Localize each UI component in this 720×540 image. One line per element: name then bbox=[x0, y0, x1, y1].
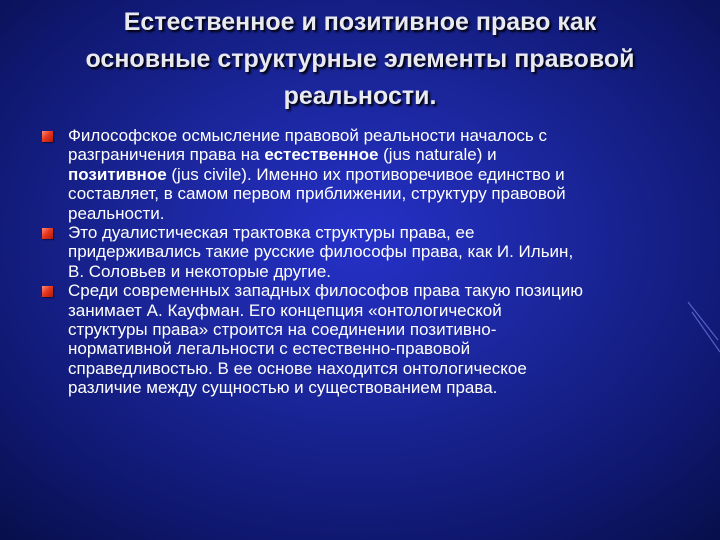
bullet-text-line: Философское осмысление правовой реальности началось с bbox=[68, 126, 548, 145]
bullet-text-line: разграничения права на естественное (jus naturale) и bbox=[68, 145, 497, 165]
bullet-text-line: составляет, в самом первом приближении, структуру правовой bbox=[68, 184, 566, 204]
bullet-item-kaufmann bbox=[38, 281, 698, 397]
slide-title bbox=[20, 4, 700, 115]
bullet-list bbox=[38, 126, 698, 398]
slide-title-line: Естественное и позитивное право как bbox=[123, 8, 597, 36]
bullet-text-line: Среди современных западных философов права такую позицию bbox=[68, 281, 583, 301]
bullet-text-line: придерживались такие русские философы права, как И. Ильин, bbox=[68, 242, 574, 262]
bullet-item-dualistic bbox=[38, 223, 698, 281]
bullet-text-line: реальности. bbox=[68, 203, 165, 223]
bullet-text-line: занимает А. Кауфман. Его концепция «онтологической bbox=[68, 300, 502, 320]
emphasis-natural: естественное bbox=[264, 145, 379, 165]
bullet-text-line: структуры права» строится на соединении позитивно- bbox=[68, 320, 497, 340]
square-bullet-icon bbox=[42, 286, 53, 297]
emphasis-positive: позитивное bbox=[68, 164, 167, 184]
bullet-text-line: Это дуалистическая трактовка структуры права, ее bbox=[68, 223, 475, 243]
bullet-text-line: позитивное (jus civile). Именно их противоречивое единство и bbox=[68, 164, 565, 184]
bullet-text-line: справедливостью. В ее основе находится онтологическое bbox=[68, 358, 527, 378]
bullet-text-line: различие между сущностью и существованием права. bbox=[68, 378, 498, 398]
slide-title-line: основные структурные элементы правовой bbox=[85, 45, 635, 73]
slide-title-line: реальности. bbox=[283, 82, 437, 110]
bullet-text-line: В. Соловьев и некоторые другие. bbox=[68, 261, 332, 281]
square-bullet-icon bbox=[42, 131, 53, 142]
bullet-text-line: нормативной легальности с естественно-правовой bbox=[68, 339, 471, 359]
bullet-item-philosophical bbox=[38, 126, 698, 223]
square-bullet-icon bbox=[42, 228, 53, 239]
